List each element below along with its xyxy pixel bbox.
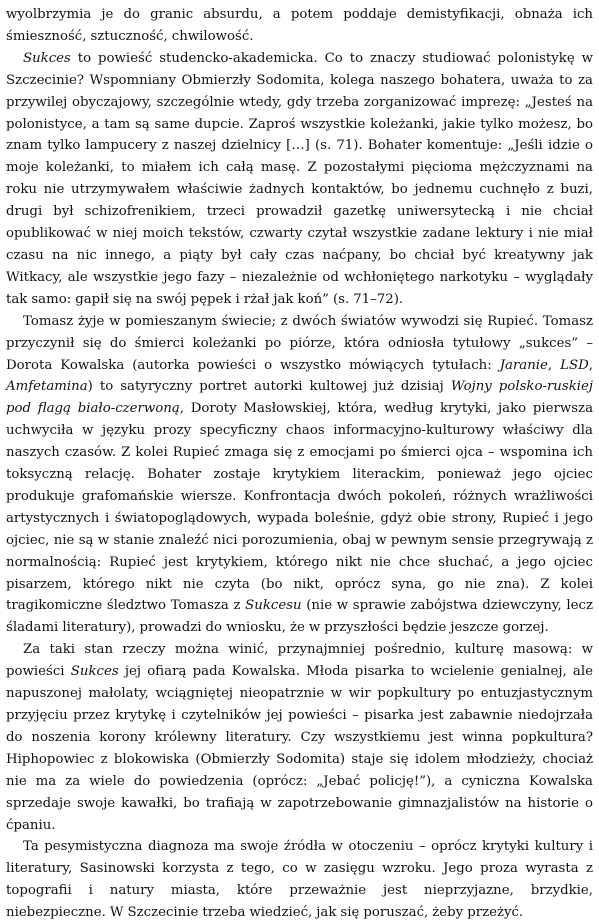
text-run: to powieść studencko-akademicka. Co to znaczy studiować polonistykę w Szczecinie? Wspomniany Obmierzły Sodomita, kolega naszego bohatera, uważa to za przywilej obyczajowy, szczególnie wtedy, gdy trzeba zorganizować imprezę: „Jesteś na polonistyce, a tam są same dupcie. Zaproś wszystkie koleżanki, jakie tylko możesz, bo znam tylko lampucery z naszej dzielnicy […] (s. 71). Bohater komentuje: „Jeśli idzie o moje koleżanki, to miałem ich całą masę. Z pozostałymi pięcioma mężczyznami na roku nie utrzymywałem właściwie żadnych kontaktów, bo jednemu cuchnęło z buzi, drugi był schizofrenikiem, trzeci prowadził gazetkę uniwersytecką i nie chciał opublikować w niej moich tekstów, czwarty czytał wszystkie zadane lektury i nie miał czasu na nic innego, a piąty był cały czas naćpany, bo chciał być kreatywny jak Witkacy, ale wszystkie jego fazy – niezależnie od wchłoniętego narkotyku – wyglądały tak samo: gapił się na swój pępek i rżał jak koń” (s. 71–72). (6, 50, 593, 307)
italic-title: Wojny polsko-ruskiej pod flagą biało-czerwoną (6, 379, 593, 417)
text-run: jej ofiarą pada Kowalska. Młoda pisarka to wcielenie genialnej, ale napuszonej małolaty, wciągniętej nieopatrznie w wir popkultury po entuzjastycznym przyjęciu przez krytykę i czytelników jej powieści – pisarka jest zabawnie niedojrzała do noszenia korony królewny literatury. Czy wszystkiemu jest winna popkultura? Hiphopowiec z blokowiska (Obmierzły Sodomita) staje się idolem młodzieży, chociaż nie ma za wiele do powiedzenia (oprócz: „Jebać policję!”), a cyniczna Kowalska sprzedaje swoje kawałki, bo trafiają w zapotrzebowanie gimnazjalistów na historie o ćpaniu. (6, 664, 593, 833)
text-run: , (588, 357, 593, 373)
paragraph (6, 639, 593, 836)
text-body (6, 4, 593, 924)
text-run: Za taki stan rzeczy można winić, przynajmniej pośrednio, kulturę masową: w powieści (6, 642, 593, 680)
paragraph (6, 48, 593, 311)
text-run: Ta pesymistyczna diagnoza ma swoje źródła w otoczeniu – oprócz krytyki kultury i literatury, Sasinowski korzysta z tego, co w zasięgu wzroku. Jego proza wyrasta z topografii i natury miasta, które przeważnie jest nieprzyjazne, brzydkie, niebezpieczne. W Szczecinie trzeba wiedzieć, jak się poruszać, żeby przeżyć. (6, 839, 593, 921)
text-run: (nie w sprawie zabójstwa dziewczyny, lecz śladami literatury), prowadzi do wniosku, że w przyszłości będzie jeszcze gorzej. (6, 598, 593, 636)
paragraph (6, 4, 593, 48)
italic-title: Sukces (70, 664, 119, 680)
italic-title: Sukcesu (245, 598, 302, 614)
paragraph (6, 311, 593, 640)
text-run: , (547, 357, 561, 373)
text-run: ) to satyryczny portret autorki kultowej już dzisiaj (87, 379, 451, 395)
text-run: wyolbrzymia je do granic absurdu, a potem poddaje demistyfikacji, obnaża ich śmieszność, sztuczność, chwilowość. (6, 7, 593, 44)
text-run: Tomasz żyje w pomieszanym świecie; z dwóch światów wywodzi się Rupieć. Tomasz przyczynił się do śmierci koleżanki po piórze, która odniosła tytułowy „sukces” – Dorota Kowalska (autorka powieści o wszystko mówiących tytułach: (6, 313, 593, 373)
italic-title: LSD (560, 357, 589, 373)
italic-title: Jaranie (499, 357, 548, 373)
italic-title: Sukces (23, 50, 71, 66)
text-run: , Doroty Masłowskiej, która, według krytyki, jako pierwsza uchwyciła w języku prozy specyficzny chaos informacyjno-kulturowy właściwy dla naszych czasów. Z kolei Rupieć zmaga się z emocjami po śmierci ojca – wspomina ich toksyczną relację. Bohater zostaje krytykiem literackim, ponieważ jego ojciec produkuje grafomańskie wiersze. Konfrontacja dwóch pokoleń, różnych wrażliwości artystycznych i światopoglądowych, wypada boleśnie, gdyż obie strony, Rupieć i jego ojciec, nie są w stanie znaleźć nici porozumienia, obaj w pewnym sensie przegrywają z normalnością: Rupieć jest krytykiem, którego nikt nie chce słuchać, a jego ojciec pisarzem, którego nikt nie czyta (bo nikt, oprócz syna, go nie zna). Z kolei tragikomiczne śledztwo Tomasza z (6, 401, 593, 614)
italic-title: Amfetamina (6, 379, 88, 395)
paragraph (6, 836, 593, 924)
